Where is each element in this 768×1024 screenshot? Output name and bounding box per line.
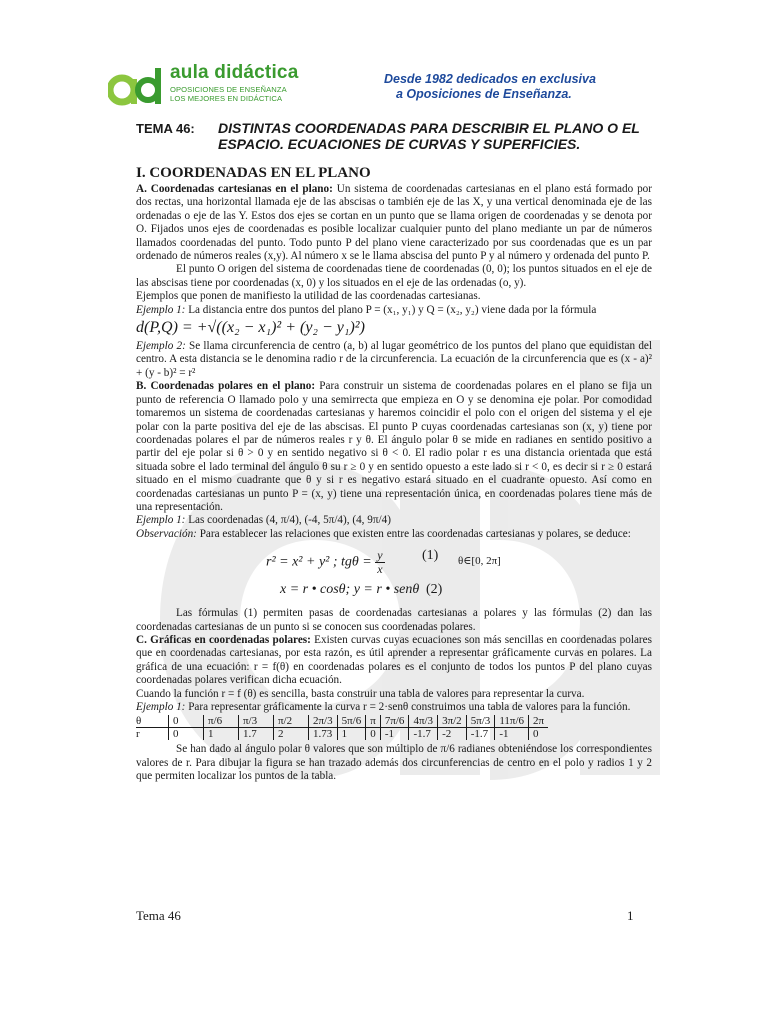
table-cell: 11π/6 <box>495 715 529 728</box>
table-cell: 1.7 <box>239 728 274 741</box>
tema-label: TEMA 46: <box>136 121 195 136</box>
paragraph-examples-intro: Ejemplos que ponen de manifiesto la utilidad de las coordenadas cartesianas. <box>136 290 481 303</box>
table-cell: 5π/6 <box>337 715 366 728</box>
equation-2: x = r • cosθ; y = r • senθ <box>280 582 420 598</box>
table-cell: -2 <box>438 728 467 741</box>
paragraph-graphs-example: Ejemplo 1: Para representar gráficamente la curva r = 2·senθ construimos una tabla de valores para la función. <box>136 701 631 713</box>
table-cell: -1 <box>380 728 409 741</box>
theta-range: θ∈[0, 2π] <box>458 555 501 568</box>
paragraph-formulas: Las fórmulas (1) permiten pasas de coordenadas cartesianas a polares y las fórmulas (2) dan las coordenadas cartesianas de un punto si se conocen sus coordenadas polares. <box>136 607 652 633</box>
table-cell: 0 <box>169 728 204 741</box>
table-cell: π <box>366 715 381 728</box>
subheading-graphs: C. Gráficas en coordenadas polares: <box>136 633 311 646</box>
table-cell: 1.73 <box>309 728 338 741</box>
slogan-line-1: Desde 1982 dedicados en exclusiva <box>384 72 596 86</box>
table-cell: -1.7 <box>409 728 438 741</box>
paragraph-polar: B. Coordenadas polares en el plano: Para construir un sistema de coordenadas polares en el plano se fija un punto de referencia O llamado polo y una semirrecta que empieza en O y se denomina eje polar. Por comodidad tomaremos un sistema de coordenadas cartesianas y haremos coincidir el polo con el origen del sistema y el eje polar con la parte positiva del eje de las abscisas. El punto P cuyas coordenadas cartesianas son (x, y) tiene por coordenadas polares el par de números reales r y θ. El ángulo polar θ se mide en radianes en sentido positivo a partir del eje polar si θ > 0 y en sentido negativo si θ < 0. El radio polar r es una distancia orientada que está situada sobre el lado terminal del ángulo θ su r ≥ 0 y en sentido opuesto a este lado si r < 0, es decir si r ≥ 0 estará situado en el mismo cuadrante que θ y si r es negativo estará situado en el cuadrante opuesto. Así como en coordenadas cartesianas un punto P = (x, y) tiene una representación única, en coordenadas polares tiene más de una representación. <box>136 380 652 513</box>
table-cell: 0 <box>169 715 204 728</box>
paragraph-example-2: Ejemplo 2: Se llama circunferencia de centro (a, b) al lugar geométrico de los puntos del plano que equidistan del centro. A esta distancia se le denomina radio r de la circunferencia. La ecuación de la circunferencia que es (x - a)² + (y - b)² = r² <box>136 340 652 379</box>
table-cell: -1 <box>495 728 529 741</box>
brand-tagline-2: LOS MEJORES EN DIDÁCTICA <box>170 94 283 103</box>
main-content <box>136 165 652 784</box>
tema-title: DISTINTAS COORDENADAS PARA DESCRIBIR EL PLANO O EL ESPACIO. ECUACIONES DE CURVAS Y SUPERFICIES. <box>218 120 640 152</box>
table-cell: π/2 <box>274 715 309 728</box>
equation-1-number: (1) <box>422 548 439 564</box>
slogan-line-2: a Oposiciones de Enseñanza. <box>396 87 572 101</box>
subheading-polar: B. Coordenadas polares en el plano: <box>136 380 316 393</box>
table-cell: π/3 <box>239 715 274 728</box>
table-cell: 0 <box>529 728 549 741</box>
paragraph-graphs-2: Cuando la función r = f (θ) es sencilla, basta construir una tabla de valores para representar la curva. <box>136 687 585 700</box>
footer-topic: Tema 46 <box>136 908 181 923</box>
table-cell: 3π/2 <box>438 715 467 728</box>
table-cell: 4π/3 <box>409 715 438 728</box>
paragraph-closing: Se han dado al ángulo polar θ valores que son múltiplo de π/6 radianes obteniéndose los correspondientes valores de r. Para dibujar la figura se han trazado además dos circunferencias de centro en el polo y radios 1 y 2 que permiten localizar los puntos de la tabla. <box>136 743 652 783</box>
brand-tagline-1: OPOSICIONES DE ENSEÑANZA <box>170 85 287 94</box>
equation-1: r² = x² + y² ; tgθ = $\frac{y}{x}$ <box>266 548 383 577</box>
table-row-r <box>136 728 548 741</box>
table-cell: π/6 <box>204 715 239 728</box>
equation-block <box>136 543 652 605</box>
brand-name: aula didáctica <box>170 62 299 83</box>
table-cell: 2π/3 <box>309 715 338 728</box>
table-cell: 0 <box>366 728 381 741</box>
table-cell: -1.7 <box>466 728 495 741</box>
table-cell: 7π/6 <box>380 715 409 728</box>
equation-2-number: (2) <box>426 582 443 598</box>
table-row-theta <box>136 715 548 728</box>
table-cell: 5π/3 <box>466 715 495 728</box>
paragraph-observation: Observación: Para establecer las relaciones que existen entre las coordenadas cartesianas y polares, se deduce: <box>136 527 631 540</box>
fraction-y-over-x: $\frac{y}{x}$ <box>377 548 383 577</box>
table-cell: 2 <box>274 728 309 741</box>
paragraph-origin: El punto O origen del sistema de coordenadas tiene de coordenadas (0, 0); los puntos situados en el eje de las abscisas tiene por coordenadas (x, 0) y los situados en el eje de las ordenadas (o, y). <box>136 263 652 289</box>
paragraph-polar-example: Ejemplo 1: Las coordenadas (4, π/4), (-4, 5π/4), (4, 9π/4) <box>136 514 391 527</box>
table-cell: 2π <box>529 715 549 728</box>
distance-formula: d(P,Q) = +√((x₂ − x₁)² + (y₂ − y₁)²) <box>136 319 365 337</box>
paragraph-graphs: C. Gráficas en coordenadas polares: Existen curvas cuyas ecuaciones son más sencillas en coordenadas polares que en coordenadas cartesianas, por esta razón, es útil aprender a representar gráficamente curvas en polares. La gráfica de una ecuación: r = f(θ) en coordenadas polares es el conjunto de todos los puntos P del plano cuyas coordenadas polares verifican dicha ecuación. <box>136 633 652 687</box>
subheading-cartesian: A. Coordenadas cartesianas en el plano: <box>136 183 333 195</box>
page-number: 1 <box>627 908 634 923</box>
section-heading: I. COORDENADAS EN EL PLANO <box>136 165 371 181</box>
values-table <box>136 715 548 740</box>
paragraph-example-1: Ejemplo 1: La distancia entre dos puntos del plano P = (x₁, y₁) y Q = (x₂, y₂) viene dada por la fórmula <box>136 303 597 316</box>
table-cell: 1 <box>204 728 239 741</box>
table-cell: θ <box>136 715 169 728</box>
paragraph-cartesian: A. Coordenadas cartesianas en el plano: Un sistema de coordenadas cartesianas en el plano está formado por dos rectas, una horizontal llamada eje de las abscisas o también eje de las X, y una vertical denominada eje de las ordenadas o eje de las Y. Estos dos ejes se cortan en un punto que se llama origen de coordenadas y se denota por O. Fijados unos ejes de coordenadas es posible localizar cualquier punto del plano mediante un par de números llamados coordenadas del punto. Todo punto P del plano viene caracterizado por sus coordenadas que es un par ordenado de números reales (x,y). Al número x se le llama abscisa del punto P y al número y ordenada del punto P. <box>136 183 653 263</box>
aula-didactica-logo-icon <box>108 66 164 106</box>
table-cell: 1 <box>337 728 366 741</box>
table-cell: r <box>136 728 140 741</box>
